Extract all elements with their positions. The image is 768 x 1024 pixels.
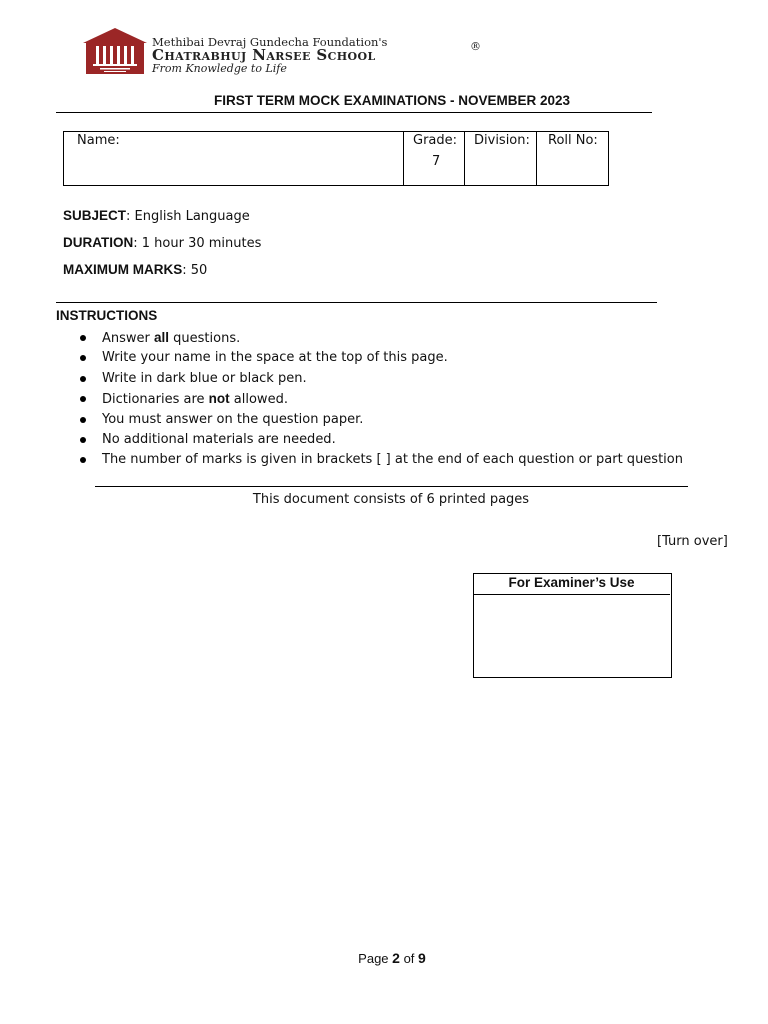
division-label: Division: — [474, 133, 530, 148]
max-marks-label: MAXIMUM MARKS — [63, 262, 183, 277]
table-divider — [403, 131, 404, 186]
foundation-name: Methibai Devraj Gundecha Foundation's — [152, 35, 388, 49]
page-total: 9 — [418, 950, 426, 966]
name-label: Name: — [77, 133, 120, 148]
bullet-icon — [80, 355, 86, 361]
instructions-list — [78, 328, 683, 471]
school-name: Chatrabhuj Narsee School — [152, 46, 376, 64]
instruction-item: The number of marks is given in brackets [ ] at the end of each question or part question — [78, 450, 683, 470]
registered-mark: ® — [470, 40, 481, 53]
grade-value: 7 — [432, 154, 441, 169]
turn-over-note: [Turn over] — [657, 534, 728, 549]
title-underline — [56, 112, 652, 113]
instruction-item: Write in dark blue or black pen. — [78, 369, 683, 389]
max-marks-line — [63, 262, 207, 278]
bullet-icon — [80, 457, 86, 463]
page-count-note: This document consists of 6 printed pages — [252, 492, 530, 507]
instruction-item: Dictionaries are not allowed. — [78, 389, 683, 409]
bullet-icon — [80, 437, 86, 443]
grade-label: Grade: — [413, 133, 458, 148]
subject-value: : English Language — [126, 209, 250, 224]
subject-label: SUBJECT — [63, 208, 127, 223]
examiner-use-title: For Examiner’s Use — [473, 573, 670, 595]
separator-rule — [56, 302, 657, 303]
exam-title: FIRST TERM MOCK EXAMINATIONS - NOVEMBER 2023 — [214, 93, 571, 108]
instructions-heading: INSTRUCTIONS — [56, 308, 158, 323]
instruction-item: Write your name in the space at the top of this page. — [78, 348, 683, 368]
instruction-item: Answer all questions. — [78, 328, 683, 348]
school-logo-emblem — [82, 27, 148, 75]
school-motto: From Knowledge to Life — [152, 62, 287, 75]
bullet-icon — [80, 376, 86, 382]
table-divider — [536, 131, 537, 186]
page-footer: Page 2 of 9 — [358, 950, 426, 966]
bullet-icon — [80, 335, 86, 341]
page-number: 2 — [392, 950, 400, 966]
max-marks-value: : 50 — [182, 263, 208, 278]
subject-line — [63, 208, 250, 224]
separator-rule — [95, 486, 688, 487]
instruction-item: No additional materials are needed. — [78, 430, 683, 450]
duration-label: DURATION — [63, 235, 134, 250]
table-divider — [464, 131, 465, 186]
bullet-icon — [80, 417, 86, 423]
duration-line — [63, 235, 261, 251]
duration-value: : 1 hour 30 minutes — [133, 236, 262, 251]
bullet-icon — [80, 396, 86, 402]
roll-no-label: Roll No: — [548, 133, 598, 148]
instruction-item: You must answer on the question paper. — [78, 410, 683, 430]
